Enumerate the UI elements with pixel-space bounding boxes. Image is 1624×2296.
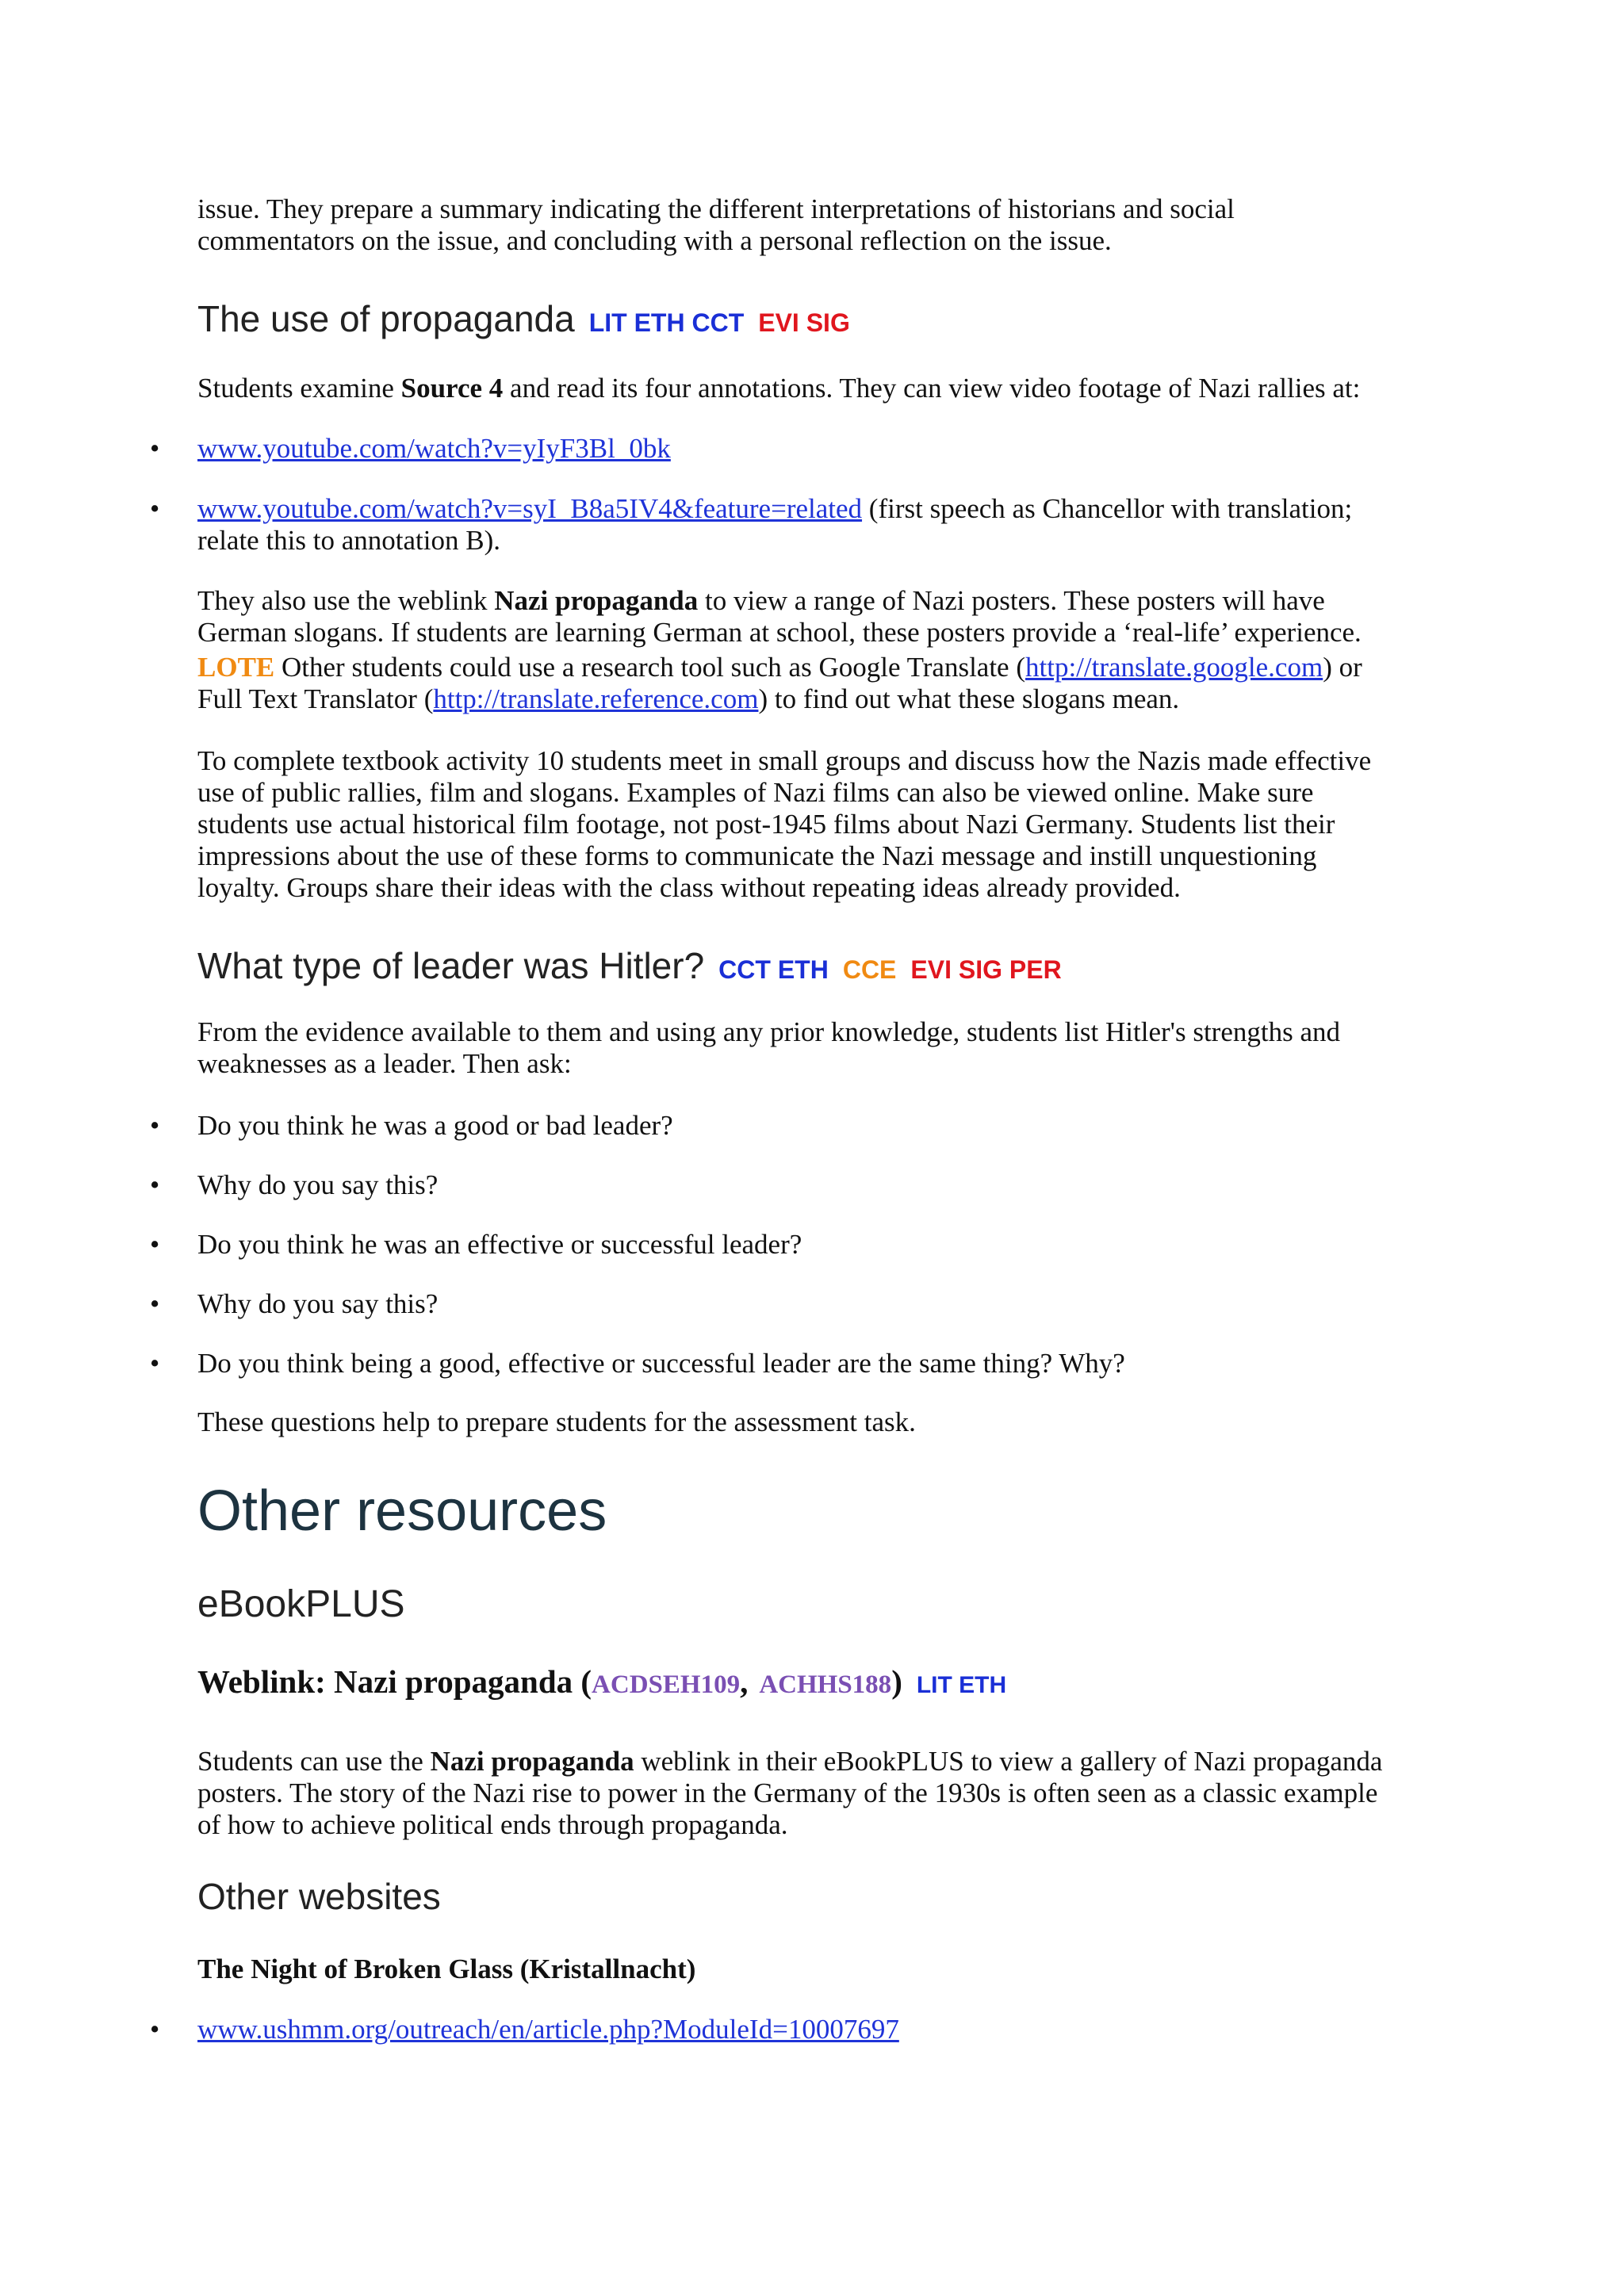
- text: To complete textbook activity 10 students meet in small groups and discuss how the Nazis made effective: [197, 745, 1372, 776]
- weblink-heading: [197, 1662, 1434, 1705]
- text: These questions help to prepare students for the assessment task.: [197, 1406, 916, 1437]
- question-text: Do you think he was a good or bad leader?: [197, 1110, 673, 1141]
- bullet-icon: •: [150, 1229, 160, 1260]
- youtube-link-1[interactable]: www.youtube.com/watch?v=yIyF3Bl_0bk: [197, 433, 671, 464]
- question-text: Do you think being a good, effective or successful leader are the same thing? Why?: [197, 1348, 1125, 1379]
- leader-paragraph: [197, 1016, 1434, 1080]
- propaganda-paragraph-3: [197, 745, 1434, 904]
- question-text: Why do you say this?: [197, 1288, 439, 1319]
- text: posters. The story of the Nazi rise to power in the Germany of the 1930s is often seen as a classic example: [197, 1777, 1378, 1808]
- text: use of public rallies, film and slogans. Examples of Nazi films can also be viewed online. Make sure: [197, 777, 1314, 808]
- ebookplus-heading-text: eBookPLUS: [197, 1583, 405, 1625]
- leader-closing: [197, 1406, 1434, 1438]
- bullet-icon: •: [150, 1110, 160, 1141]
- reference-translate-link[interactable]: http://translate.reference.com: [433, 683, 759, 714]
- kristallnacht-title-text: The Night of Broken Glass (Kristallnacht): [197, 1954, 696, 1984]
- text: weblink in their eBookPLUS to view a gallery of Nazi propaganda: [634, 1746, 1383, 1777]
- curriculum-code: ACHHS188: [759, 1670, 892, 1699]
- other-websites-heading-text: Other websites: [197, 1876, 441, 1917]
- text: ,: [740, 1663, 749, 1700]
- text: Full Text Translator (: [197, 683, 434, 714]
- text: students use actual historical film footage, not post-1945 films about Nazi Germany. Students list their: [197, 809, 1335, 840]
- nazi-propaganda-bold: Nazi propaganda: [494, 585, 699, 616]
- bullet-icon: •: [150, 1169, 160, 1200]
- ushmm-link[interactable]: www.ushmm.org/outreach/en/article.php?ModuleId=10007697: [197, 2014, 899, 2045]
- text: (first speech as Chancellor with translation;: [862, 493, 1353, 524]
- text: weaknesses as a leader. Then ask:: [197, 1048, 572, 1079]
- lote-tag: LOTE: [197, 652, 275, 683]
- text: Students can use the: [197, 1746, 431, 1777]
- leader-tags-red: EVI SIG PER: [910, 955, 1062, 984]
- leader-heading: [197, 943, 1434, 988]
- other-websites-heading: [197, 1874, 1434, 1919]
- bullet-icon: •: [150, 493, 160, 524]
- question-text: Why do you say this?: [197, 1169, 439, 1200]
- text: of how to achieve political ends through propaganda.: [197, 1809, 788, 1840]
- nazi-propaganda-bold: Nazi propaganda: [430, 1746, 634, 1777]
- kristallnacht-title: [197, 1954, 1434, 1985]
- page-title: Other resources: [197, 1479, 607, 1543]
- text: Students examine: [197, 373, 401, 404]
- bullet-icon: •: [150, 433, 160, 464]
- text: impressions about the use of these forms to communicate the Nazi message and instill unquestioning: [197, 840, 1317, 871]
- ebookplus-heading: [197, 1582, 1434, 1627]
- text: and read its four annotations. They can view video footage of Nazi rallies at:: [503, 373, 1361, 404]
- propaganda-tags-red: EVI SIG: [758, 308, 850, 337]
- propaganda-heading-text: The use of propaganda: [197, 298, 575, 339]
- google-translate-link[interactable]: http://translate.google.com: [1025, 652, 1323, 683]
- intro-line-1: issue. They prepare a summary indicating the different interpretations of historians and social: [197, 193, 1235, 224]
- weblink-title: Weblink: Nazi propaganda (: [197, 1663, 592, 1700]
- propaganda-tags-blue: LIT ETH CCT: [588, 308, 745, 337]
- text: loyalty. Groups share their ideas with the class without repeating ideas already provided.: [197, 872, 1181, 903]
- ebookplus-paragraph: [197, 1746, 1434, 1841]
- question-text: Do you think he was an effective or successful leader?: [197, 1229, 802, 1260]
- leader-heading-text: What type of leader was Hitler?: [197, 945, 705, 986]
- propaganda-paragraph-1: [197, 373, 1434, 404]
- weblink-tags: LIT ETH: [916, 1672, 1007, 1698]
- leader-tags-orange: CCE: [842, 955, 897, 984]
- list-item: [150, 1288, 1434, 1320]
- bullet-icon: •: [150, 2014, 160, 2045]
- bullet-icon: •: [150, 1348, 160, 1379]
- text: relate this to annotation B).: [197, 525, 500, 556]
- text: to view a range of Nazi posters. These posters will have: [698, 585, 1325, 616]
- text: ) to find out what these slogans mean.: [758, 683, 1180, 714]
- curriculum-code: ACDSEH109: [592, 1670, 741, 1699]
- propaganda-paragraph-2: [197, 585, 1434, 715]
- list-item: [150, 493, 1434, 557]
- list-item: [150, 1169, 1434, 1201]
- bullet-icon: •: [150, 1288, 160, 1319]
- list-item: [150, 1348, 1434, 1380]
- intro-paragraph: [197, 193, 1434, 257]
- list-item: [150, 1110, 1434, 1142]
- youtube-link-2[interactable]: www.youtube.com/watch?v=syI_B8a5IV4&feature=related: [197, 493, 863, 524]
- other-resources-heading: [197, 1478, 1434, 1544]
- intro-line-2: commentators on the issue, and concluding with a personal reflection on the issue.: [197, 225, 1112, 256]
- source-4-bold: Source 4: [400, 373, 504, 404]
- text: ) or: [1323, 652, 1362, 683]
- text: From the evidence available to them and using any prior knowledge, students list Hitler's strengths and: [197, 1016, 1340, 1047]
- text: Other students could use a research tool such as Google Translate (: [274, 652, 1025, 683]
- list-item: [150, 2014, 1434, 2045]
- text: German slogans. If students are learning German at school, these posters provide a ‘real-life’ experience.: [197, 617, 1362, 648]
- text: They also use the weblink: [197, 585, 495, 616]
- text: ): [891, 1663, 902, 1700]
- list-item: [150, 1229, 1434, 1261]
- list-item: [150, 433, 1434, 465]
- propaganda-heading: [197, 297, 1434, 341]
- leader-tags-blue: CCT ETH: [718, 955, 829, 984]
